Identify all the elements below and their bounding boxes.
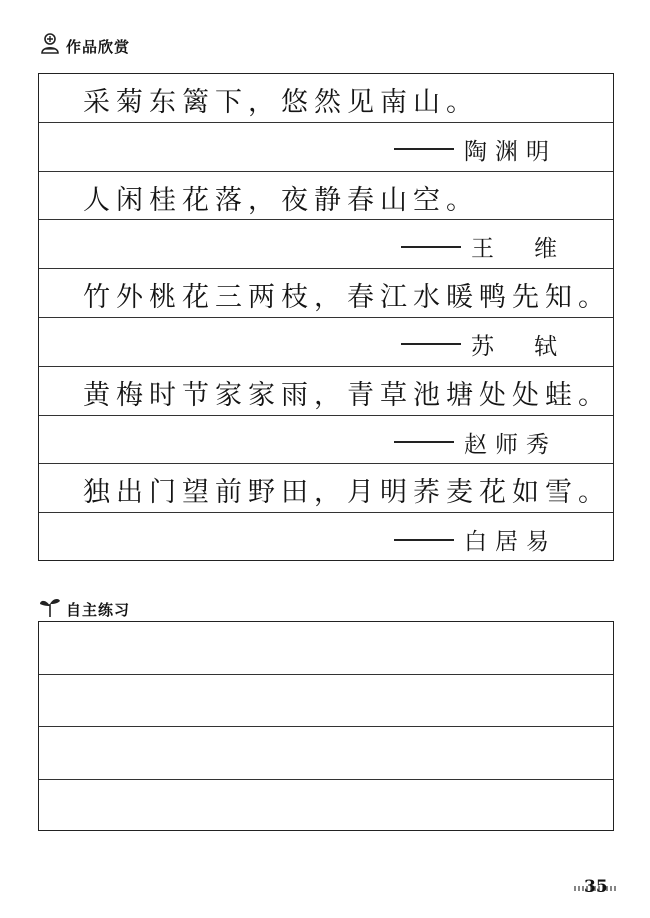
author-row bbox=[39, 513, 613, 562]
works-grid bbox=[38, 73, 614, 561]
author-name: 王维 bbox=[471, 236, 597, 263]
poem-line: 采菊东篱下，悠然见南山。 bbox=[83, 87, 479, 118]
page-number: 35 bbox=[584, 877, 608, 897]
poem-line: 人闲桂花落，夜静春山空。 bbox=[83, 184, 479, 216]
author-name: 白居易 bbox=[464, 529, 557, 556]
section-title-works: 作品欣赏 bbox=[66, 37, 131, 56]
attribution-dash bbox=[401, 343, 461, 345]
writing-row[interactable] bbox=[39, 780, 613, 833]
poem-row bbox=[39, 367, 613, 416]
author-attribution bbox=[401, 328, 597, 361]
poem-row bbox=[39, 172, 613, 221]
author-name: 陶渊明 bbox=[464, 138, 557, 165]
author-row bbox=[39, 123, 613, 172]
section-header-practice bbox=[38, 596, 130, 622]
poem-line: 竹外桃花三两枝，春江水暖鸭先知。 bbox=[83, 282, 611, 314]
attribution-dash bbox=[394, 148, 454, 150]
poem-row bbox=[39, 269, 613, 318]
attribution-dash bbox=[394, 539, 454, 541]
author-row bbox=[39, 318, 613, 367]
poem-line: 独出门望前野田，月明荞麦花如雪。 bbox=[83, 477, 611, 509]
author-attribution bbox=[394, 523, 557, 556]
author-name: 苏轼 bbox=[471, 333, 597, 360]
section-title-practice: 自主练习 bbox=[66, 600, 131, 619]
attribution-dash bbox=[394, 441, 454, 443]
author-attribution bbox=[401, 230, 597, 263]
author-row bbox=[39, 416, 613, 465]
poem-row bbox=[39, 464, 613, 513]
writing-row[interactable] bbox=[39, 622, 613, 675]
author-attribution bbox=[394, 133, 557, 166]
writing-row[interactable] bbox=[39, 675, 613, 728]
attribution-dash bbox=[401, 246, 461, 248]
poem-line: 黄梅时节家家雨，青草池塘处处蛙。 bbox=[83, 379, 611, 411]
character-figure-icon bbox=[38, 32, 62, 60]
section-header-works bbox=[38, 32, 130, 60]
author-name: 赵师秀 bbox=[464, 431, 557, 458]
author-row bbox=[39, 220, 613, 269]
seedling-icon bbox=[38, 596, 62, 622]
writing-row[interactable] bbox=[39, 727, 613, 780]
author-attribution bbox=[394, 426, 557, 459]
poem-row bbox=[39, 74, 613, 123]
practice-grid bbox=[38, 621, 614, 831]
